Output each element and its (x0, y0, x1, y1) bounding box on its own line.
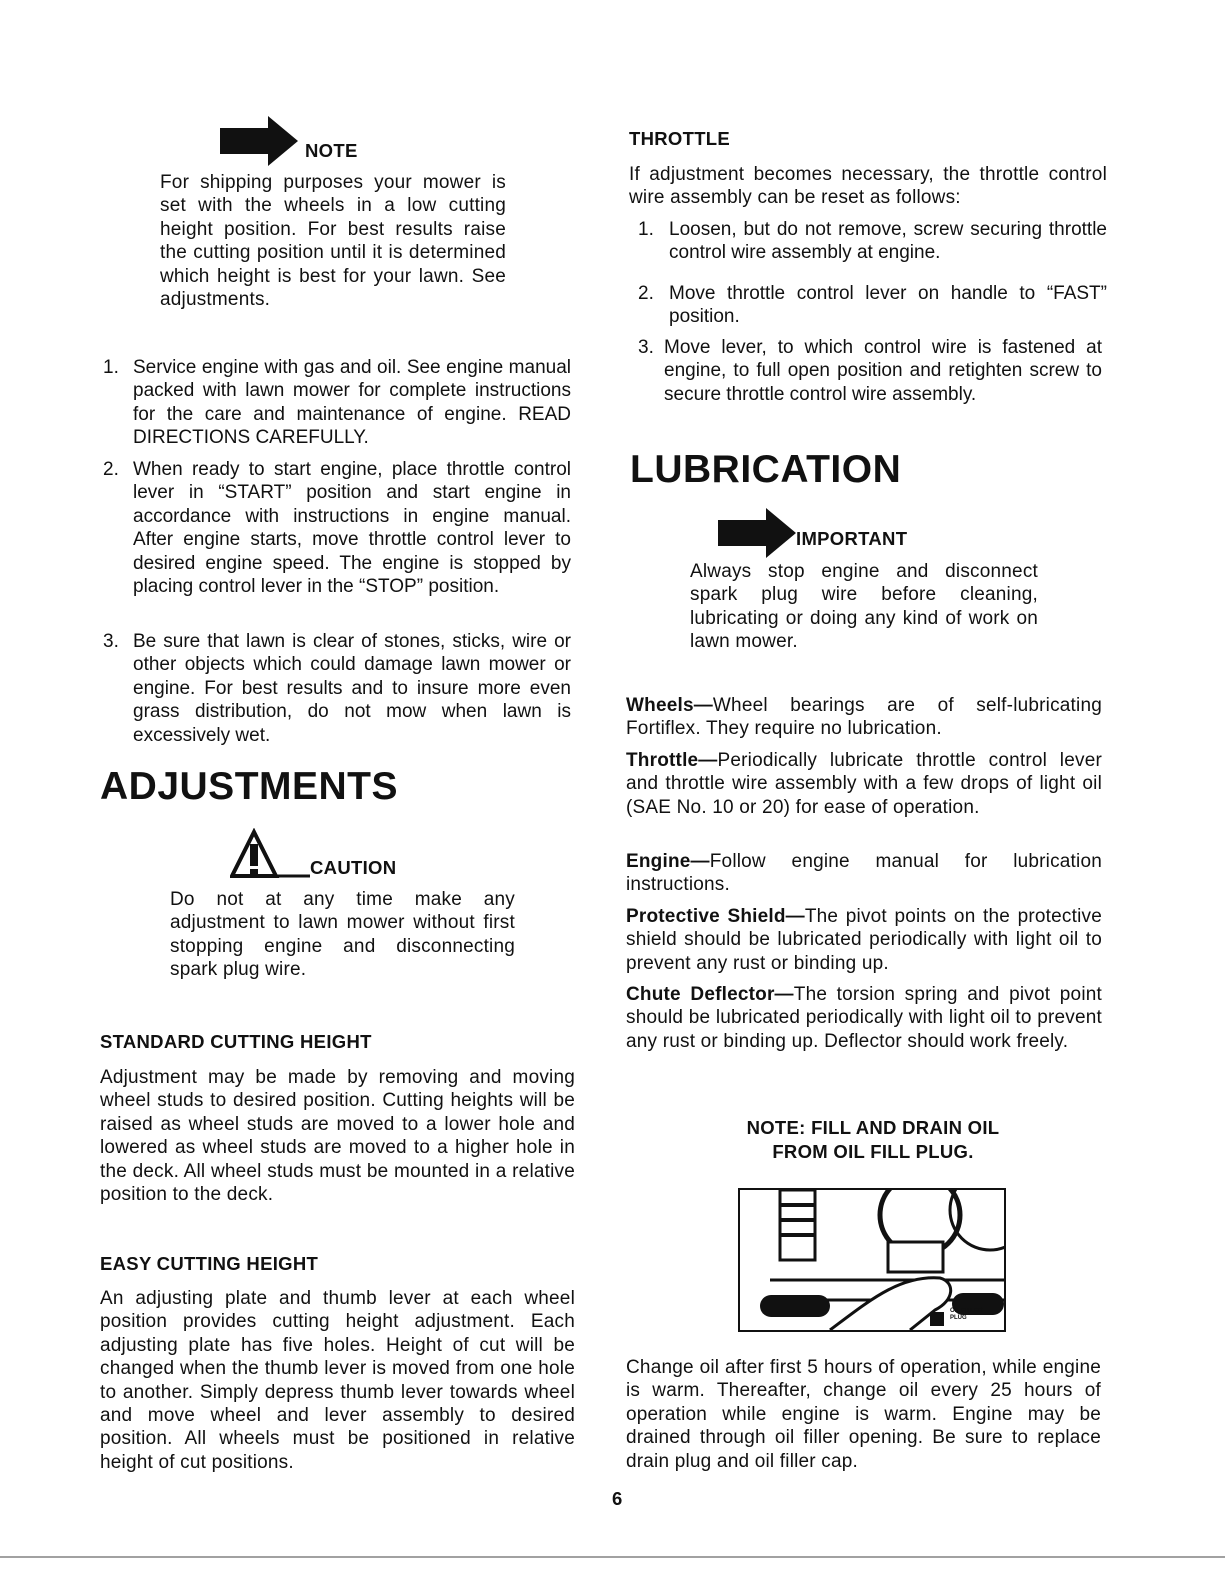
lube-engine (626, 850, 1102, 897)
oil-note-line-1: NOTE: FILL AND DRAIN OIL (746, 1117, 1000, 1138)
caution-icon (230, 828, 310, 880)
important-text: Always stop engine and disconnect spark plug wire before cleaning, lubricating or doing any kind of work on lawn mower. (690, 561, 1038, 653)
step-text: Be sure that lawn is clear of stones, sticks, wire or other objects which could damage lawn mower or engine. For best results and to insure more even grass distribution, do not mow when lawn is excessively wet. (133, 631, 571, 746)
throttle-intro: If adjustment becomes necessary, the throttle control wire assembly can be reset as follows: (629, 164, 1107, 209)
adjustments-heading: ADJUSTMENTS (100, 765, 399, 808)
step-text: Service engine with gas and oil. See engine manual packed with lawn mower for complete instructions for the care and maintenance of engine. READ DIRECTIONS CAREFULLY. (133, 357, 571, 449)
lube-text: The torsion spring and pivot point should be lubricated periodically with light oil to prevent any rust or binding up. Deflector should work freely. (626, 984, 1102, 1052)
lube-chute-deflector (626, 983, 1102, 1053)
lube-wheels (626, 694, 1102, 741)
oil-filler-plug-illustration (738, 1188, 1006, 1332)
easy-cutting-height-text: An adjusting plate and thumb lever at each wheel position provides cutting height adjustment. Each adjusting plate has five holes. Height of cut will be changed when the thumb lever is moved from one hole to another. Simply depress thumb lever towards wheel and move wheel and lever assembly to desired position. All wheels must be positioned in relative height of cut positions. (100, 1288, 575, 1473)
oil-note-line-2: FROM OIL FILL PLUG. (772, 1141, 974, 1162)
figure-label: OIL FILLER PLUG (950, 1308, 983, 1321)
step-number: 1. (638, 219, 654, 240)
note-label: NOTE (305, 140, 358, 161)
step-number: 2. (103, 459, 119, 480)
caution-text: Do not at any time make any adjustment to lawn mower without first stopping engine and disconnecting spark plug wire. (170, 889, 515, 981)
step-text: Move lever, to which control wire is fastened at engine, to full open position and retighten screw to secure throttle control wire assembly. (664, 337, 1102, 405)
lube-term: Chute Deflector— (626, 984, 794, 1005)
lube-text: Follow engine manual for lubrication instructions. (626, 851, 1102, 896)
lube-text: The pivot points on the protective shield should be lubricated periodically with light oil to prevent any rust or binding up. (626, 906, 1102, 974)
step-number: 3. (103, 631, 119, 652)
lubrication-heading: LUBRICATION (630, 448, 902, 491)
throttle-heading: THROTTLE (629, 128, 731, 149)
lube-throttle (626, 749, 1102, 819)
note-text: For shipping purposes your mower is set with the wheels in a low cutting height position. For best results raise the cutting position until it is determined which height is best for your lawn. See adjustments. (160, 172, 506, 311)
easy-cutting-height-heading: EASY CUTTING HEIGHT (100, 1253, 319, 1274)
lube-term: Engine— (626, 851, 710, 872)
lube-term: Throttle— (626, 750, 718, 771)
scan-edge-line (0, 1556, 1225, 1558)
standard-cutting-height-heading: STANDARD CUTTING HEIGHT (100, 1031, 372, 1052)
lube-term: Wheels— (626, 695, 713, 716)
step-text: Loosen, but do not remove, screw securing throttle control wire assembly at engine. (669, 219, 1107, 264)
oil-note (700, 1116, 1046, 1164)
lube-term: Protective Shield— (626, 906, 805, 927)
step-number: 2. (638, 283, 654, 304)
step-number: 3. (638, 337, 654, 358)
lube-text: Wheel bearings are of self-lubricating Fortiflex. They require no lubrication. (626, 695, 1102, 740)
step-text: Move throttle control lever on handle to “FAST” position. (669, 283, 1107, 328)
page-number: 6 (612, 1488, 623, 1509)
arrow-icon (220, 116, 298, 166)
change-oil-text: Change oil after first 5 hours of operation, while engine is warm. Thereafter, change oil every 25 hours of operation while engine is warm. Engine may be drained through oil filler opening. Be sure to replace drain plug and oil filler cap. (626, 1357, 1101, 1472)
step-text: When ready to start engine, place throttle control lever in “START” position and start engine in accordance with instructions in engine manual. After engine starts, move throttle control lever to desired engine speed. The engine is stopped by placing control lever in the “STOP” position. (133, 459, 571, 598)
lube-text: Periodically lubricate throttle control lever and throttle wire assembly with a few drops of light oil (SAE No. 10 or 20) for ease of operation. (626, 750, 1102, 818)
arrow-icon (718, 508, 796, 558)
caution-label: CAUTION (310, 857, 397, 878)
lube-protective-shield (626, 905, 1102, 975)
standard-cutting-height-text: Adjustment may be made by removing and moving wheel studs to desired position. Cutting heights will be raised as wheel studs are moved to a lower hole and lowered as wheel studs are moved to a higher hole in the deck. All wheel studs must be mounted in a relative position to the deck. (100, 1067, 575, 1206)
important-label: IMPORTANT (796, 528, 908, 549)
step-number: 1. (103, 357, 119, 378)
